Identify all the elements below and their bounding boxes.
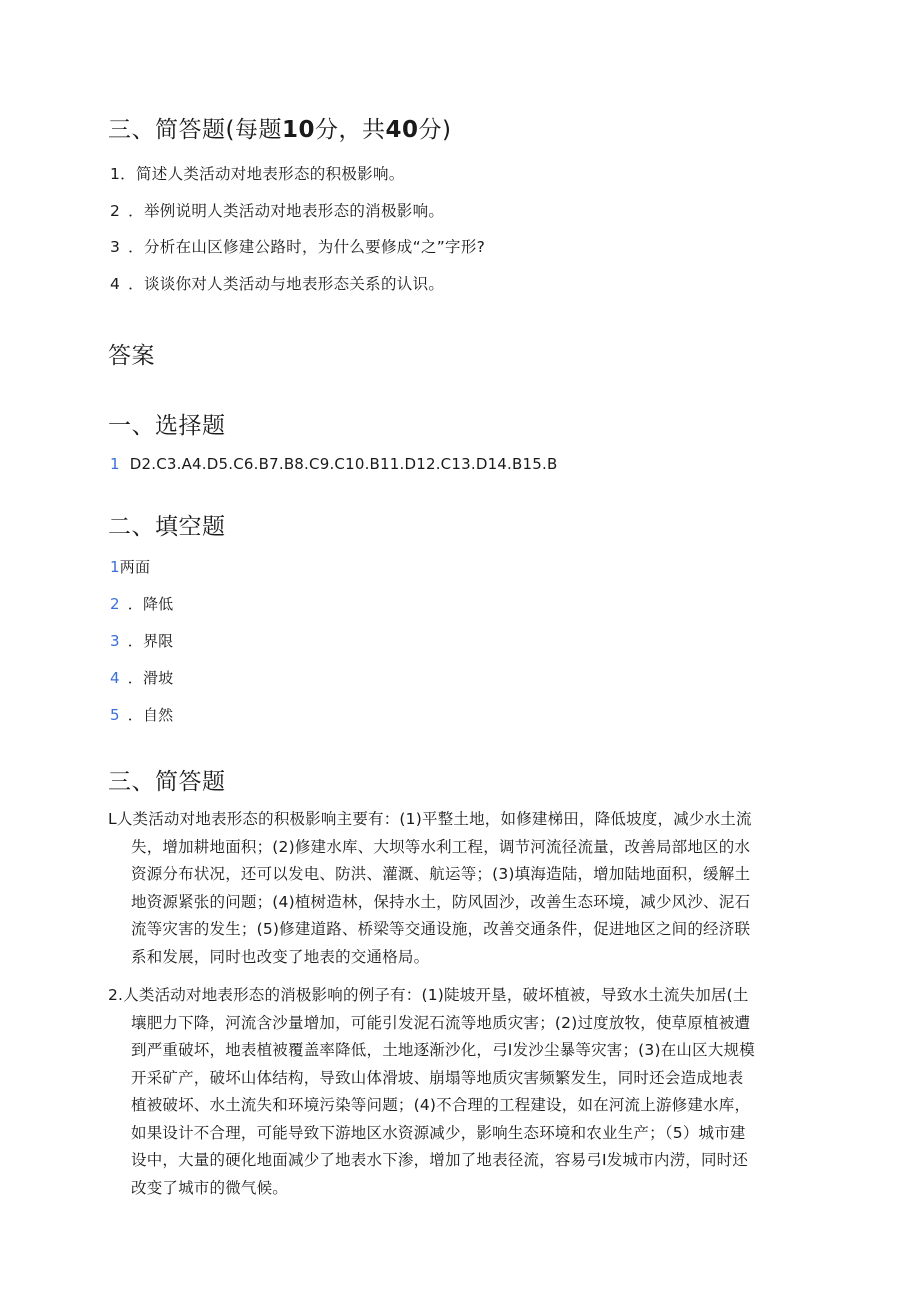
multiple-choice-answers bbox=[110, 455, 557, 473]
answer-line: 失，增加耕地面积；(2)修建水库、大坝等水利工程，调节河流径流量，改善局部地区的水 bbox=[131, 837, 751, 856]
answer-line: 到严重破坏，地表植被覆盖率降低，土地逐渐沙化，弓I发沙尘暴等灾害；(3)在山区大规模 bbox=[131, 1041, 755, 1059]
question-item bbox=[110, 272, 444, 294]
fill-answer-item bbox=[110, 704, 173, 725]
answer-line: 改变了城市的微气候。 bbox=[131, 1178, 289, 1197]
fill-answer-item bbox=[110, 667, 173, 688]
answer-text: ．滑坡 bbox=[127, 669, 174, 687]
answer-text: ．自然 bbox=[127, 706, 174, 724]
question-text: ．简述人类活动对地表形态的积极影响。 bbox=[120, 165, 405, 183]
answer-text: ．界限 bbox=[127, 632, 174, 650]
heading-score-total: 40 bbox=[385, 117, 419, 143]
heading-mid: 分，共 bbox=[315, 117, 386, 143]
question-item bbox=[110, 162, 405, 184]
answer-line: L人类活动对地表形态的积极影响主要有：(1)平整土地，如修建梯田，降低坡度，减少水土流 bbox=[108, 810, 752, 828]
question-item bbox=[110, 235, 485, 257]
section-heading-short-answer-questions bbox=[108, 111, 452, 144]
fill-answer-item bbox=[110, 593, 173, 614]
question-text: ．谈谈你对人类活动与地表形态关系的认识。 bbox=[128, 275, 445, 293]
answer-text: ．降低 bbox=[127, 595, 174, 613]
answer-line: 设中，大量的硬化地面减少了地表水下渗，增加了地表径流，容易弓I发城市内涝，同时还 bbox=[131, 1151, 749, 1169]
answer-text: D2.C3.A4.D5.C6.B7.B8.C9.C10.B11.D12.C13.D14.B15.B bbox=[129, 455, 558, 473]
question-text: ．分析在山区修建公路时，为什么要修成“之”字形? bbox=[128, 238, 486, 256]
answer-line: 资源分布状况，还可以发电、防洪、灌溉、航运等；(3)填海造陆，增加陆地面积，缓解土 bbox=[131, 865, 751, 883]
answer-number: 1 bbox=[110, 558, 120, 576]
heading-suffix: 分) bbox=[418, 117, 452, 143]
answer-number: 3 bbox=[110, 632, 120, 650]
answer-line: 如果设计不合理，可能导致下游地区水资源减少，影响生态环境和农业生产；（5）城市建 bbox=[131, 1123, 746, 1142]
answer-line: 地资源紧张的问题；(4)植树造林，保持水土，防风固沙，改善生态环境，减少风沙、泥石 bbox=[131, 892, 751, 911]
answer-number: 5 bbox=[110, 706, 120, 724]
question-text: ．举例说明人类活动对地表形态的消极影响。 bbox=[128, 202, 445, 220]
answer-number: 1 bbox=[110, 455, 120, 473]
section-heading-short-answer: 三、简答题 bbox=[108, 769, 226, 795]
answer-line: 植被破坏、水土流失和环境污染等问题；(4)不合理的工程建设，如在河流上游修建水库， bbox=[131, 1096, 751, 1114]
answer-text: 两面 bbox=[119, 558, 151, 576]
short-answer-1 bbox=[108, 806, 814, 971]
fill-answer-item bbox=[110, 630, 173, 651]
question-number: 3 bbox=[110, 238, 121, 256]
answer-line: 2.人类活动对地表形态的消极影响的例子有：(1)陡坡开垦，破坏植被，导致水土流失加居(土 bbox=[108, 986, 749, 1004]
question-item bbox=[110, 199, 444, 221]
answer-line: 系和发展，同时也改变了地表的交通格局。 bbox=[131, 947, 430, 966]
section-heading-fill-in: 二、填空题 bbox=[108, 514, 226, 540]
fill-answer-item bbox=[110, 556, 150, 577]
answer-title: 答案 bbox=[108, 343, 155, 369]
question-number: 1 bbox=[110, 165, 121, 183]
short-answer-2 bbox=[108, 982, 814, 1202]
heading-prefix: 三、简答题(每题 bbox=[108, 117, 282, 143]
heading-score-per-question: 10 bbox=[281, 117, 315, 143]
answer-line: 流等灾害的发生；(5)修建道路、桥梁等交通设施，改善交通条件，促进地区之间的经济联 bbox=[131, 920, 751, 938]
answer-line: 开采矿产，破坏山体结构，导致山体滑坡、崩塌等地质灾害频繁发生，同时还会造成地表 bbox=[131, 1068, 744, 1087]
answer-line: 壤肥力下降，河流含沙量增加，可能引发泥石流等地质灾害；(2)过度放牧，使草原植被遭 bbox=[131, 1013, 751, 1032]
question-number: 4 bbox=[110, 275, 121, 293]
answer-number: 4 bbox=[110, 669, 120, 687]
answer-number: 2 bbox=[110, 595, 120, 613]
question-number: 2 bbox=[110, 202, 121, 220]
section-heading-multiple-choice: 一、选择题 bbox=[108, 413, 226, 439]
